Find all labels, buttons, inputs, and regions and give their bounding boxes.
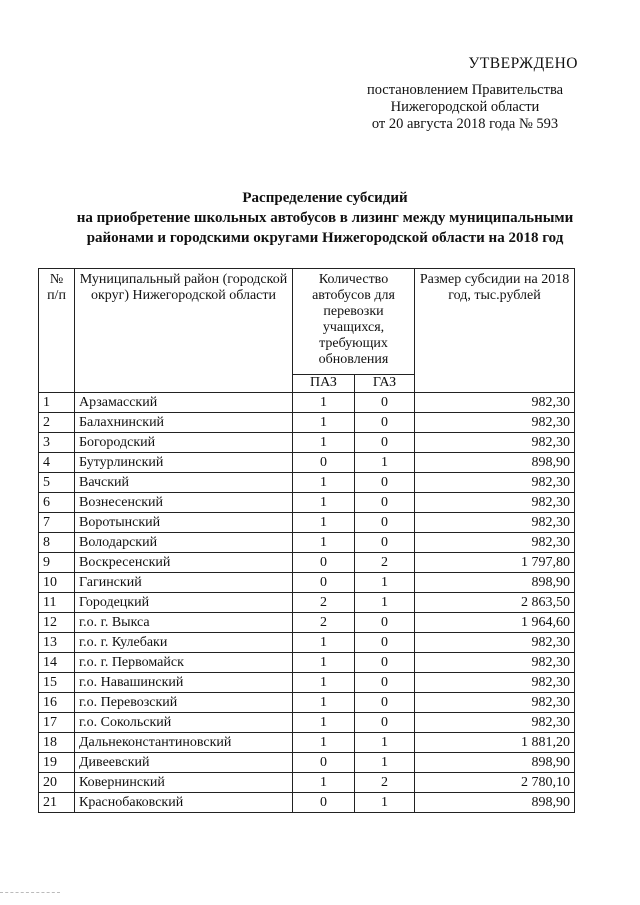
row-subsidy-cell: 982,30 bbox=[415, 533, 575, 553]
row-gaz-cell: 0 bbox=[355, 393, 415, 413]
title-line-1: Распределение субсидий bbox=[242, 190, 408, 206]
row-paz-cell: 1 bbox=[293, 653, 355, 673]
row-district-cell: Бутурлинский bbox=[75, 453, 293, 473]
table-row bbox=[39, 693, 575, 713]
row-num-cell: 12 bbox=[39, 613, 75, 633]
table-row bbox=[39, 593, 575, 613]
row-district-cell: Воскресенский bbox=[75, 553, 293, 573]
row-num-cell: 14 bbox=[39, 653, 75, 673]
row-district-cell: г.о. Сокольский bbox=[75, 713, 293, 733]
table-row bbox=[39, 413, 575, 433]
table-row bbox=[39, 653, 575, 673]
row-subsidy-cell: 2 780,10 bbox=[415, 773, 575, 793]
row-gaz-cell: 0 bbox=[355, 613, 415, 633]
row-district-cell: Гагинский bbox=[75, 573, 293, 593]
row-paz-cell: 0 bbox=[293, 753, 355, 773]
table-row bbox=[39, 613, 575, 633]
row-num-cell: 16 bbox=[39, 693, 75, 713]
row-district-cell: Вознесенский bbox=[75, 493, 293, 513]
row-subsidy-cell: 1 881,20 bbox=[415, 733, 575, 753]
approval-line-1: постановлением Правительства bbox=[366, 82, 564, 98]
row-gaz-cell: 0 bbox=[355, 713, 415, 733]
table-row bbox=[39, 533, 575, 553]
row-subsidy-cell: 898,90 bbox=[415, 453, 575, 473]
row-paz-cell: 1 bbox=[293, 473, 355, 493]
row-district-cell: Вачский bbox=[75, 473, 293, 493]
row-num-cell: 10 bbox=[39, 573, 75, 593]
row-subsidy-cell: 982,30 bbox=[415, 413, 575, 433]
table-row bbox=[39, 733, 575, 753]
row-num-cell: 1 bbox=[39, 393, 75, 413]
row-subsidy-cell: 898,90 bbox=[415, 573, 575, 593]
row-paz-cell: 2 bbox=[293, 613, 355, 633]
row-subsidy-cell: 982,30 bbox=[415, 433, 575, 453]
header-subsidy: Размер субсидии на 2018 год, тыс.рублей bbox=[415, 269, 575, 393]
row-subsidy-cell: 982,30 bbox=[415, 673, 575, 693]
row-subsidy-cell: 898,90 bbox=[415, 753, 575, 773]
row-paz-cell: 0 bbox=[293, 553, 355, 573]
row-subsidy-cell: 982,30 bbox=[415, 513, 575, 533]
table-row bbox=[39, 753, 575, 773]
row-num-cell: 17 bbox=[39, 713, 75, 733]
row-gaz-cell: 0 bbox=[355, 673, 415, 693]
row-num-cell: 3 bbox=[39, 433, 75, 453]
table-body bbox=[39, 393, 575, 813]
row-paz-cell: 1 bbox=[293, 693, 355, 713]
approval-heading: УТВЕРЖДЕНО bbox=[468, 55, 578, 72]
row-num-cell: 8 bbox=[39, 533, 75, 553]
row-subsidy-cell: 982,30 bbox=[415, 633, 575, 653]
table-row bbox=[39, 393, 575, 413]
document-title bbox=[30, 188, 620, 248]
row-district-cell: Ковернинский bbox=[75, 773, 293, 793]
header-gaz: ГАЗ bbox=[355, 375, 415, 393]
row-gaz-cell: 0 bbox=[355, 493, 415, 513]
scan-margin-mark bbox=[0, 892, 60, 895]
row-subsidy-cell: 982,30 bbox=[415, 713, 575, 733]
row-gaz-cell: 1 bbox=[355, 593, 415, 613]
row-subsidy-cell: 898,90 bbox=[415, 793, 575, 813]
title-line-3: районами и городскими округами Нижегородской области на 2018 год bbox=[86, 230, 564, 246]
row-num-cell: 9 bbox=[39, 553, 75, 573]
row-district-cell: Арзамасский bbox=[75, 393, 293, 413]
row-paz-cell: 1 bbox=[293, 733, 355, 753]
table-row bbox=[39, 493, 575, 513]
row-paz-cell: 1 bbox=[293, 433, 355, 453]
row-paz-cell: 1 bbox=[293, 493, 355, 513]
row-gaz-cell: 0 bbox=[355, 693, 415, 713]
row-gaz-cell: 0 bbox=[355, 653, 415, 673]
row-gaz-cell: 0 bbox=[355, 413, 415, 433]
row-gaz-cell: 0 bbox=[355, 513, 415, 533]
table-row bbox=[39, 473, 575, 493]
row-district-cell: г.о. г. Первомайск bbox=[75, 653, 293, 673]
row-gaz-cell: 1 bbox=[355, 733, 415, 753]
row-district-cell: Воротынский bbox=[75, 513, 293, 533]
row-subsidy-cell: 982,30 bbox=[415, 393, 575, 413]
title-line-2: на приобретение школьных автобусов в лизинг между муниципальными bbox=[76, 210, 574, 226]
row-subsidy-cell: 1 964,60 bbox=[415, 613, 575, 633]
row-paz-cell: 0 bbox=[293, 793, 355, 813]
row-gaz-cell: 2 bbox=[355, 773, 415, 793]
row-subsidy-cell: 1 797,80 bbox=[415, 553, 575, 573]
row-paz-cell: 1 bbox=[293, 413, 355, 433]
approval-block bbox=[330, 55, 600, 133]
row-district-cell: Дивеевский bbox=[75, 753, 293, 773]
table-row bbox=[39, 773, 575, 793]
row-num-cell: 2 bbox=[39, 413, 75, 433]
row-num-cell: 13 bbox=[39, 633, 75, 653]
row-gaz-cell: 1 bbox=[355, 453, 415, 473]
row-paz-cell: 1 bbox=[293, 393, 355, 413]
header-buses: Количество автобусов для перевозки учащихся, требующих обновления bbox=[293, 269, 415, 375]
table-row bbox=[39, 553, 575, 573]
row-num-cell: 5 bbox=[39, 473, 75, 493]
row-district-cell: Дальнеконстантиновский bbox=[75, 733, 293, 753]
table-row bbox=[39, 433, 575, 453]
row-subsidy-cell: 2 863,50 bbox=[415, 593, 575, 613]
row-gaz-cell: 0 bbox=[355, 433, 415, 453]
row-gaz-cell: 0 bbox=[355, 633, 415, 653]
row-gaz-cell: 0 bbox=[355, 533, 415, 553]
header-paz: ПАЗ bbox=[293, 375, 355, 393]
header-num: № п/п bbox=[39, 269, 75, 393]
row-num-cell: 15 bbox=[39, 673, 75, 693]
approval-line-3: от 20 августа 2018 года № 593 bbox=[371, 116, 559, 132]
row-paz-cell: 0 bbox=[293, 573, 355, 593]
row-district-cell: г.о. Перевозский bbox=[75, 693, 293, 713]
table-row bbox=[39, 573, 575, 593]
row-num-cell: 21 bbox=[39, 793, 75, 813]
row-num-cell: 6 bbox=[39, 493, 75, 513]
row-paz-cell: 1 bbox=[293, 773, 355, 793]
row-paz-cell: 0 bbox=[293, 453, 355, 473]
row-subsidy-cell: 982,30 bbox=[415, 653, 575, 673]
row-paz-cell: 1 bbox=[293, 713, 355, 733]
row-subsidy-cell: 982,30 bbox=[415, 493, 575, 513]
row-district-cell: Городецкий bbox=[75, 593, 293, 613]
table-row bbox=[39, 513, 575, 533]
row-paz-cell: 1 bbox=[293, 633, 355, 653]
row-district-cell: Богородский bbox=[75, 433, 293, 453]
row-paz-cell: 1 bbox=[293, 513, 355, 533]
table-row bbox=[39, 793, 575, 813]
row-district-cell: Краснобаковский bbox=[75, 793, 293, 813]
row-paz-cell: 2 bbox=[293, 593, 355, 613]
row-num-cell: 20 bbox=[39, 773, 75, 793]
row-subsidy-cell: 982,30 bbox=[415, 693, 575, 713]
table-row bbox=[39, 633, 575, 653]
row-gaz-cell: 1 bbox=[355, 573, 415, 593]
row-district-cell: Балахнинский bbox=[75, 413, 293, 433]
row-num-cell: 19 bbox=[39, 753, 75, 773]
row-district-cell: г.о. г. Выкса bbox=[75, 613, 293, 633]
row-district-cell: Володарский bbox=[75, 533, 293, 553]
row-paz-cell: 1 bbox=[293, 673, 355, 693]
row-num-cell: 11 bbox=[39, 593, 75, 613]
row-gaz-cell: 1 bbox=[355, 793, 415, 813]
row-district-cell: г.о. Навашинский bbox=[75, 673, 293, 693]
table-row bbox=[39, 713, 575, 733]
subsidy-table bbox=[38, 268, 575, 813]
row-num-cell: 4 bbox=[39, 453, 75, 473]
row-paz-cell: 1 bbox=[293, 533, 355, 553]
row-subsidy-cell: 982,30 bbox=[415, 473, 575, 493]
table-row bbox=[39, 673, 575, 693]
row-num-cell: 7 bbox=[39, 513, 75, 533]
row-gaz-cell: 0 bbox=[355, 473, 415, 493]
row-num-cell: 18 bbox=[39, 733, 75, 753]
approval-line-2: Нижегородской области bbox=[390, 99, 540, 115]
header-district: Муниципальный район (городской округ) Нижегородской области bbox=[75, 269, 293, 393]
row-gaz-cell: 2 bbox=[355, 553, 415, 573]
row-gaz-cell: 1 bbox=[355, 753, 415, 773]
row-district-cell: г.о. г. Кулебаки bbox=[75, 633, 293, 653]
table-row bbox=[39, 453, 575, 473]
